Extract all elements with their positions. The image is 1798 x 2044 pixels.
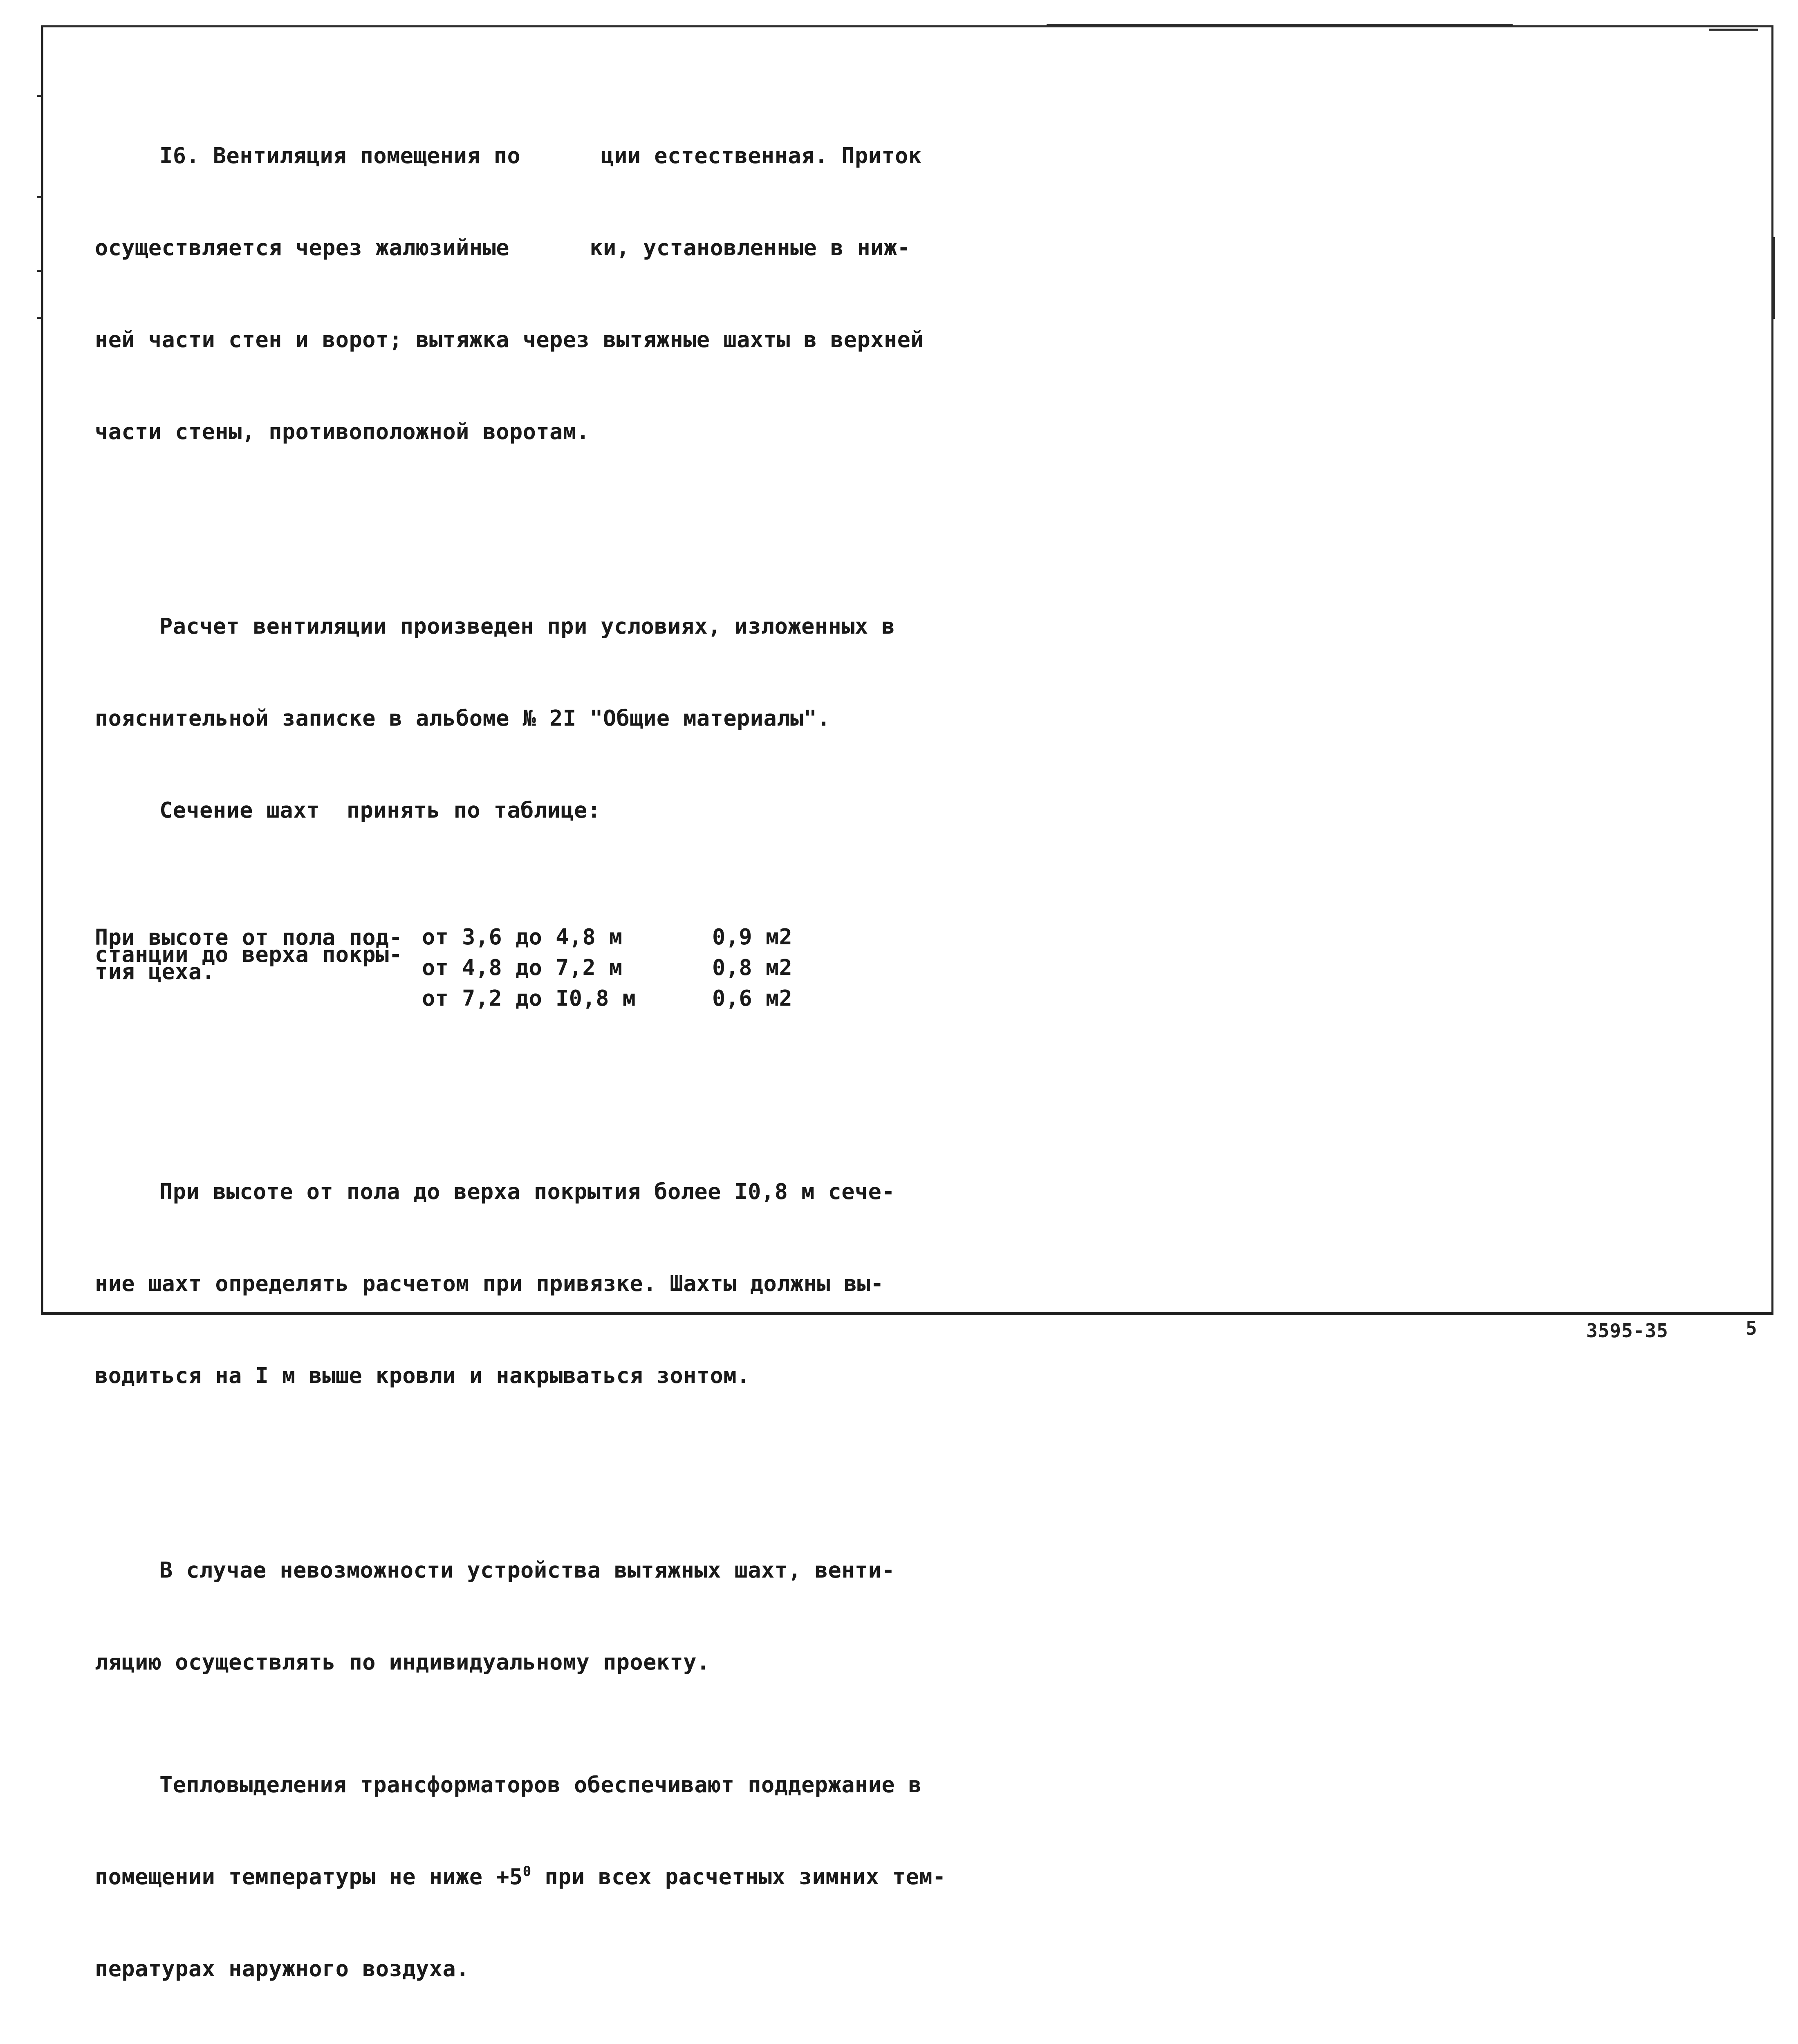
paragraph-16-line: осуществляется через жалюзийные ки, установленные в ниж- [95, 235, 911, 260]
document-body [95, 48, 946, 2044]
heat-text-part: при всех расчетных зимних тем- [531, 1864, 946, 1889]
frame-left-tick [37, 196, 42, 198]
paragraph-impossible-line: ляцию осуществлять по индивидуальному проекту. [95, 1649, 710, 1675]
document-code-stamp: 3595-35 [1586, 1320, 1668, 1342]
paragraph-heat-line: Тепловыделения трансформаторов обеспечивают поддержание в [159, 1772, 922, 1797]
table-value-cell: 0,8 м2 [712, 955, 793, 980]
paragraph-impossible-line: В случае невозможности устройства вытяжных шахт, венти- [159, 1557, 895, 1583]
frame-left-tick [37, 95, 42, 97]
paragraph-height-line: При высоте от пола до верха покрытия более I0,8 м сече- [159, 1179, 895, 1204]
paragraph-calc-line: Расчет вентиляции произведен при условиях, изложенных в [159, 613, 895, 639]
frame-top-segment-right [1709, 29, 1758, 31]
paragraph-16-line: части стены, противоположной воротам. [95, 419, 590, 444]
paragraph-section-line: Сечение шахт принять по таблице: [159, 797, 601, 823]
frame-left-tick [37, 270, 42, 272]
frame-left-tick [37, 317, 42, 319]
degree-superscript: 0 [522, 1863, 531, 1880]
heat-text-part: помещении температуры не ниже +5 [95, 1864, 523, 1889]
paragraph-calc-line: пояснительной записке в альбоме № 2I "Общие материалы". [95, 705, 831, 731]
frame-top-segment [1047, 24, 1513, 26]
paragraph-heat-line [95, 1861, 946, 1892]
table-range-cell: от 4,8 до 7,2 м [422, 955, 623, 980]
table-condition-label: При высоте от пола под- станции до верха покры- тия цеха. [95, 924, 403, 984]
paragraph-height-line: водиться на I м выше кровли и накрываться зонтом. [95, 1363, 750, 1388]
shaft-section-table [95, 921, 921, 1012]
paragraph-heat-line: пературах наружного воздуха. [95, 1956, 469, 1981]
frame-right-thick-mark [1773, 237, 1775, 319]
sheet-number-stamp: 5 [1746, 1317, 1757, 1339]
table-range-cell: от 7,2 до I0,8 м [422, 985, 636, 1011]
paragraph-16-line: ней части стен и ворот; вытяжка через вытяжные шахты в верхней [95, 327, 924, 352]
table-value-cell: 0,6 м2 [712, 985, 793, 1011]
paragraph-16-line: I6. Вентиляция помещения по ции естественная. Приток [159, 143, 922, 168]
table-value-cell: 0,9 м2 [712, 924, 793, 950]
table-range-cell: от 3,6 до 4,8 м [422, 924, 623, 950]
paragraph-height-line: ние шахт определять расчетом при привязке. Шахты должны вы- [95, 1271, 884, 1296]
